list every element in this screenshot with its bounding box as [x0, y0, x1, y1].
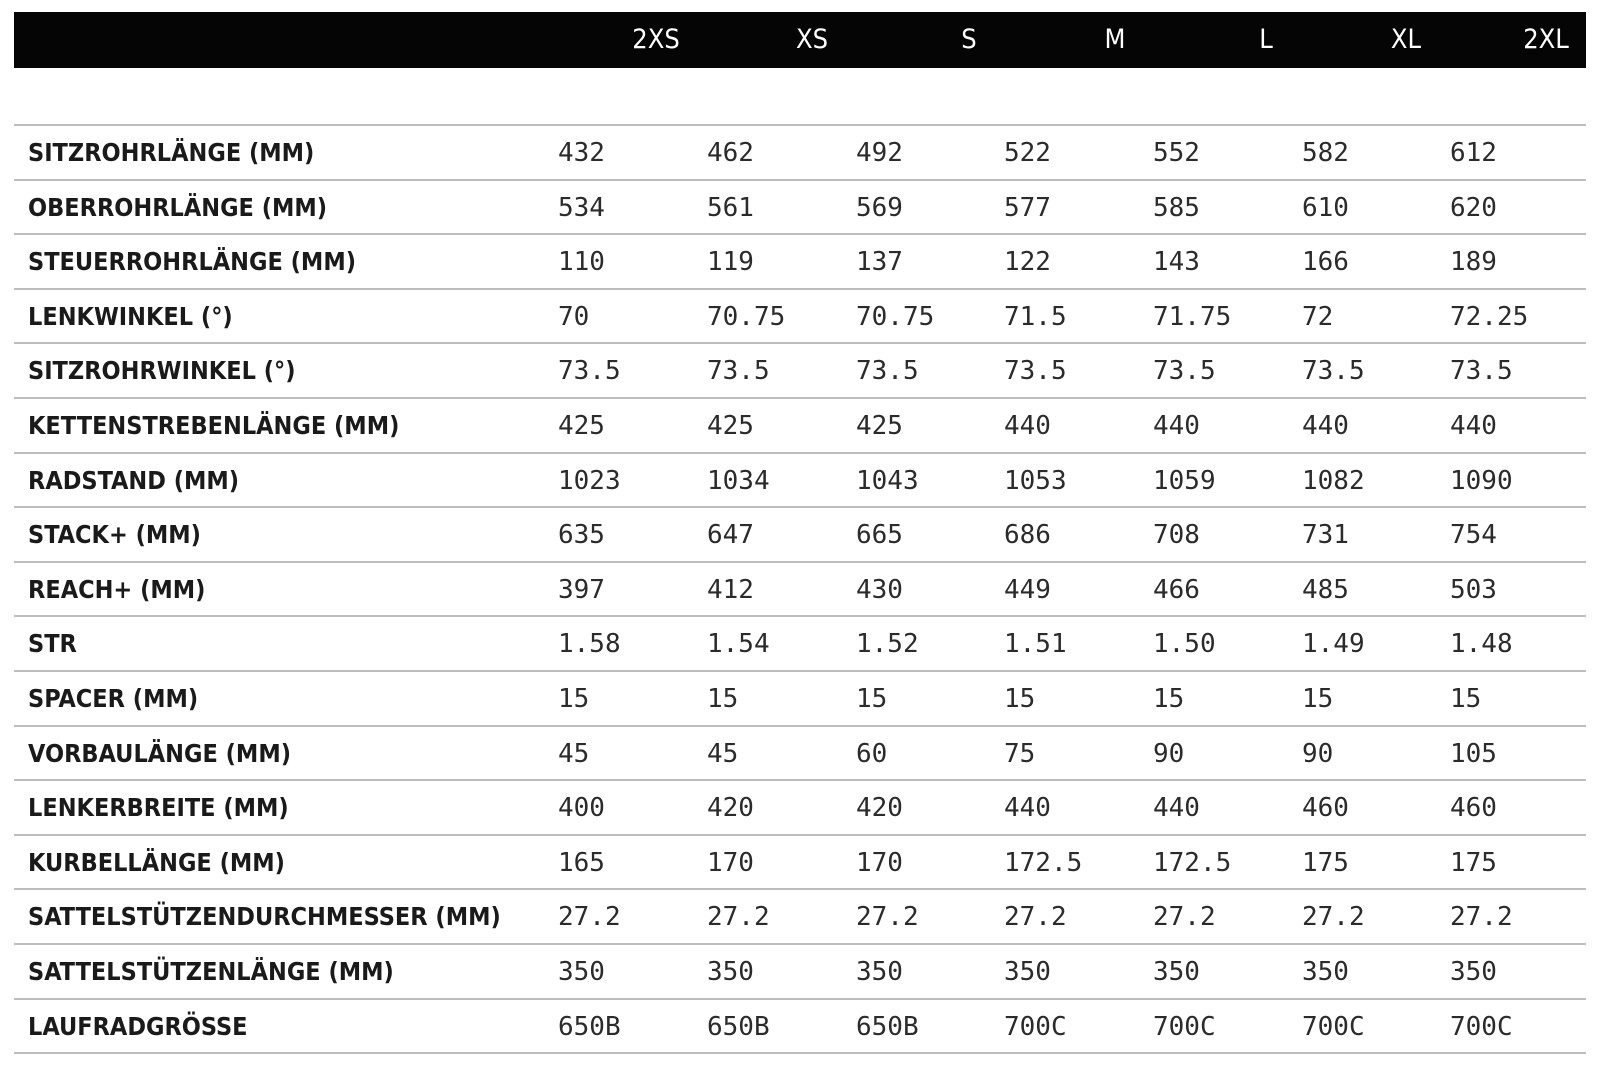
- table-cell: 27.2: [1004, 902, 1067, 933]
- row-label: KURBELLÄNGE (MM): [28, 847, 285, 877]
- table-cell: 71.75: [1153, 301, 1232, 332]
- table-cell: 1090: [1450, 465, 1513, 496]
- size-header-xs: XS: [795, 24, 829, 55]
- table-cell: 73.5: [558, 356, 621, 387]
- table-row: [14, 781, 1586, 836]
- table-cell: 170: [707, 847, 754, 878]
- table-cell: 665: [856, 520, 903, 551]
- table-cell: 1.49: [1302, 629, 1365, 660]
- row-label: LENKWINKEL (°): [28, 301, 233, 331]
- table-cell: 647: [707, 520, 754, 551]
- row-label: STACK+ (MM): [28, 520, 201, 550]
- size-header-bar: [14, 12, 1586, 68]
- row-label: SATTELSTÜTZENDURCHMESSER (MM): [28, 902, 501, 932]
- table-cell: 754: [1450, 520, 1497, 551]
- table-cell: 170: [856, 847, 903, 878]
- table-cell: 582: [1302, 138, 1349, 168]
- table-cell: 27.2: [1153, 902, 1216, 933]
- table-cell: 72: [1302, 301, 1334, 332]
- geometry-table: [14, 124, 1586, 1054]
- table-row: [14, 945, 1586, 1000]
- table-cell: 70.75: [856, 301, 935, 332]
- table-cell: 90: [1302, 738, 1334, 769]
- table-row: [14, 672, 1586, 727]
- table-cell: 15: [1450, 683, 1482, 714]
- table-cell: 45: [558, 738, 590, 769]
- row-label: SITZROHRWINKEL (°): [28, 356, 296, 386]
- table-cell: 15: [558, 683, 590, 714]
- table-cell: 27.2: [1302, 902, 1365, 933]
- table-cell: 122: [1004, 247, 1051, 278]
- table-cell: 1.48: [1450, 629, 1513, 660]
- table-cell: 75: [1004, 738, 1036, 769]
- table-cell: 15: [1302, 683, 1334, 714]
- row-label: OBERROHRLÄNGE (MM): [28, 192, 328, 222]
- table-cell: 27.2: [1450, 902, 1513, 933]
- table-cell: 569: [856, 192, 903, 223]
- table-cell: 440: [1450, 410, 1497, 441]
- row-label: VORBAULÄNGE (MM): [28, 738, 291, 768]
- table-cell: 440: [1302, 410, 1349, 441]
- table-cell: 503: [1450, 574, 1497, 605]
- table-cell: 1023: [558, 465, 621, 496]
- table-cell: 708: [1153, 520, 1200, 551]
- table-cell: 90: [1153, 738, 1185, 769]
- table-cell: 650B: [707, 1011, 770, 1042]
- table-cell: 686: [1004, 520, 1051, 551]
- table-cell: 15: [1153, 683, 1185, 714]
- table-cell: 420: [707, 793, 754, 824]
- table-cell: 1059: [1153, 465, 1216, 496]
- table-cell: 189: [1450, 247, 1497, 278]
- table-cell: 143: [1153, 247, 1200, 278]
- size-header-2xs: 2XS: [632, 24, 680, 55]
- table-cell: 700C: [1450, 1011, 1513, 1042]
- table-cell: 1.52: [856, 629, 919, 660]
- row-label: SATTELSTÜTZENLÄNGE (MM): [28, 956, 394, 986]
- size-header-l: L: [1259, 24, 1273, 55]
- table-cell: 635: [558, 520, 605, 551]
- table-cell: 166: [1302, 247, 1349, 278]
- table-cell: 350: [856, 956, 903, 987]
- table-cell: 462: [707, 138, 754, 168]
- table-cell: 440: [1153, 793, 1200, 824]
- table-cell: 1043: [856, 465, 919, 496]
- table-cell: 1.50: [1153, 629, 1216, 660]
- table-row: [14, 617, 1586, 672]
- table-cell: 73.5: [707, 356, 770, 387]
- table-cell: 27.2: [707, 902, 770, 933]
- table-cell: 350: [558, 956, 605, 987]
- table-cell: 45: [707, 738, 739, 769]
- row-label: STR: [28, 629, 77, 659]
- table-cell: 1.54: [707, 629, 770, 660]
- table-cell: 350: [1004, 956, 1051, 987]
- table-cell: 466: [1153, 574, 1200, 605]
- table-cell: 175: [1450, 847, 1497, 878]
- table-cell: 1053: [1004, 465, 1067, 496]
- table-cell: 73.5: [1302, 356, 1365, 387]
- table-cell: 1082: [1302, 465, 1365, 496]
- table-cell: 350: [707, 956, 754, 987]
- row-label: REACH+ (MM): [28, 574, 206, 604]
- table-cell: 430: [856, 574, 903, 605]
- row-label: LENKERBREITE (MM): [28, 793, 289, 823]
- table-row: [14, 181, 1586, 236]
- table-cell: 440: [1004, 410, 1051, 441]
- table-cell: 552: [1153, 138, 1200, 168]
- table-cell: 70.75: [707, 301, 786, 332]
- row-label: LAUFRADGRÖSSE: [28, 1011, 248, 1041]
- table-cell: 72.25: [1450, 301, 1529, 332]
- table-cell: 397: [558, 574, 605, 605]
- table-row: [14, 290, 1586, 345]
- table-cell: 612: [1450, 138, 1497, 168]
- table-cell: 420: [856, 793, 903, 824]
- table-cell: 70: [558, 301, 590, 332]
- table-cell: 460: [1302, 793, 1349, 824]
- table-cell: 449: [1004, 574, 1051, 605]
- table-cell: 15: [1004, 683, 1036, 714]
- row-label: RADSTAND (MM): [28, 465, 240, 495]
- table-cell: 492: [856, 138, 903, 168]
- table-row: [14, 126, 1586, 181]
- table-cell: 731: [1302, 520, 1349, 551]
- table-cell: 700C: [1153, 1011, 1216, 1042]
- table-cell: 412: [707, 574, 754, 605]
- table-cell: 400: [558, 793, 605, 824]
- table-row: [14, 235, 1586, 290]
- table-cell: 73.5: [856, 356, 919, 387]
- table-cell: 440: [1004, 793, 1051, 824]
- table-row: [14, 508, 1586, 563]
- table-cell: 1.51: [1004, 629, 1067, 660]
- table-cell: 105: [1450, 738, 1497, 769]
- table-cell: 137: [856, 247, 903, 278]
- table-cell: 561: [707, 192, 754, 223]
- table-row: [14, 1000, 1586, 1055]
- table-row: [14, 836, 1586, 891]
- table-cell: 71.5: [1004, 301, 1067, 332]
- table-cell: 350: [1450, 956, 1497, 987]
- table-cell: 485: [1302, 574, 1349, 605]
- table-cell: 15: [707, 683, 739, 714]
- table-cell: 460: [1450, 793, 1497, 824]
- table-row: [14, 399, 1586, 454]
- table-cell: 73.5: [1004, 356, 1067, 387]
- size-header-2xl: 2XL: [1523, 24, 1569, 55]
- size-header-m: M: [1104, 24, 1126, 55]
- table-cell: 165: [558, 847, 605, 878]
- size-header-s: S: [961, 24, 977, 55]
- table-cell: 425: [558, 410, 605, 441]
- table-cell: 1.58: [558, 629, 621, 660]
- table-cell: 119: [707, 247, 754, 278]
- table-cell: 577: [1004, 192, 1051, 223]
- table-cell: 172.5: [1004, 847, 1083, 878]
- table-cell: 27.2: [856, 902, 919, 933]
- table-cell: 425: [856, 410, 903, 441]
- table-cell: 610: [1302, 192, 1349, 223]
- table-cell: 175: [1302, 847, 1349, 878]
- table-cell: 73.5: [1450, 356, 1513, 387]
- table-cell: 60: [856, 738, 888, 769]
- table-cell: 522: [1004, 138, 1051, 168]
- row-label: STEUERROHRLÄNGE (MM): [28, 247, 356, 277]
- table-cell: 440: [1153, 410, 1200, 441]
- table-cell: 350: [1302, 956, 1349, 987]
- table-cell: 700C: [1302, 1011, 1365, 1042]
- table-row: [14, 890, 1586, 945]
- table-cell: 585: [1153, 192, 1200, 223]
- table-row: [14, 344, 1586, 399]
- table-row: [14, 563, 1586, 618]
- table-cell: 350: [1153, 956, 1200, 987]
- table-row: [14, 454, 1586, 509]
- table-cell: 700C: [1004, 1011, 1067, 1042]
- row-label: KETTENSTREBENLÄNGE (MM): [28, 410, 400, 440]
- row-label: SITZROHRLÄNGE (MM): [28, 138, 315, 167]
- table-cell: 620: [1450, 192, 1497, 223]
- table-cell: 1034: [707, 465, 770, 496]
- table-cell: 425: [707, 410, 754, 441]
- table-cell: 432: [558, 138, 605, 168]
- table-cell: 534: [558, 192, 605, 223]
- table-cell: 15: [856, 683, 888, 714]
- table-cell: 650B: [558, 1011, 621, 1042]
- table-cell: 650B: [856, 1011, 919, 1042]
- table-row: [14, 727, 1586, 782]
- row-label: SPACER (MM): [28, 683, 199, 713]
- table-cell: 110: [558, 247, 605, 278]
- table-cell: 172.5: [1153, 847, 1232, 878]
- table-cell: 27.2: [558, 902, 621, 933]
- size-header-xl: XL: [1390, 24, 1422, 55]
- table-cell: 73.5: [1153, 356, 1216, 387]
